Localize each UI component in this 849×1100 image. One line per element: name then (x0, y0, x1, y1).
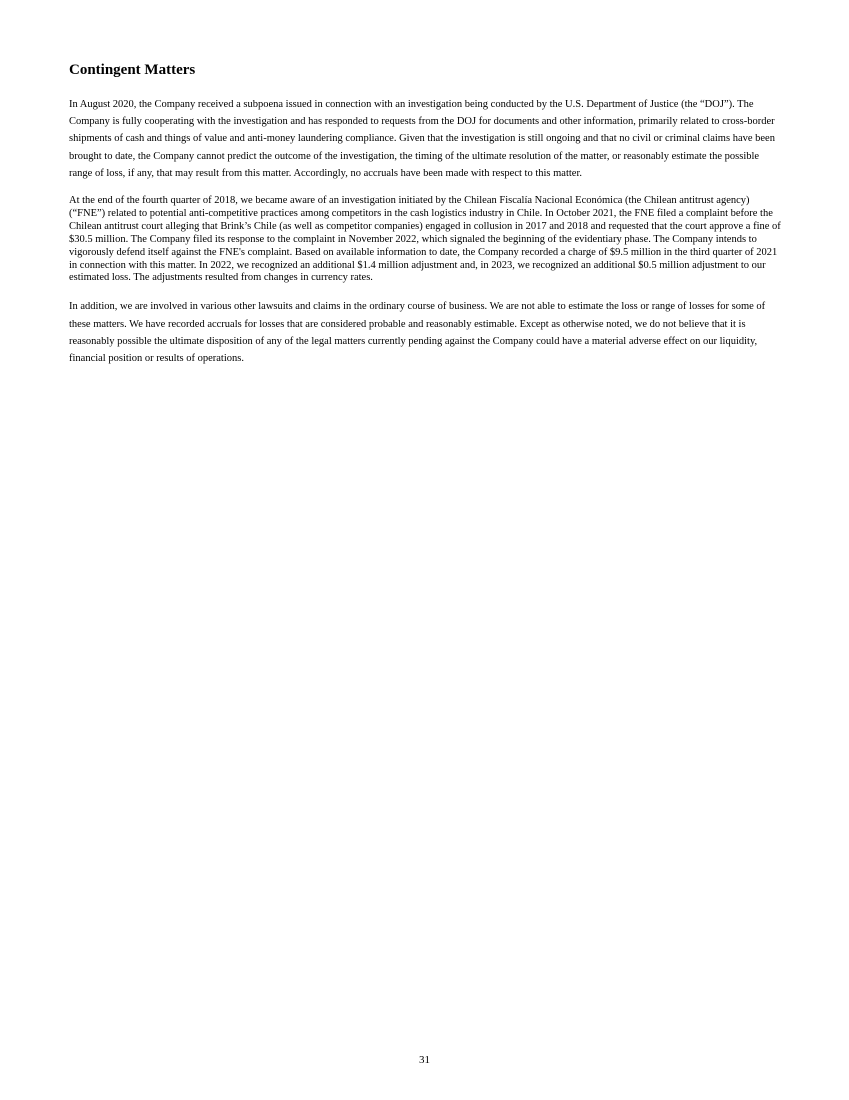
page-content (69, 60, 781, 380)
paragraph-chile-fne-investigation: At the end of the fourth quarter of 2018, we became aware of an investigation initiated by the Chilean Fiscalía Nacional Económica (the Chilean antitrust agency) (“FNE”) related to potential anti-competitive practices among competitors in the cash logistics industry in Chile. In October 2021, the FNE filed a complaint before the Chilean antitrust court alleging that Brink’s Chile (as well as competitor companies) engaged in collusion in 2017 and 2018 and requested that the court approve a fine of $30.5 million. The Company filed its response to the complaint in November 2022, which signaled the beginning of the evidentiary phase. The Company intends to vigorously defend itself against the FNE's complaint. Based on available information to date, the Company recorded a charge of $9.5 million in the third quarter of 2021 in connection with this matter. In 2022, we recognized an additional $1.4 million adjustment and, in 2023, we recognized an additional $0.5 million adjustment to our estimated loss. The adjustments resulted from changes in currency rates. (69, 195, 781, 284)
paragraph-other-lawsuits: In addition, we are involved in various other lawsuits and claims in the ordinary course of business. We are not able to estimate the loss or range of losses for some of these matters. We have recorded accruals for losses that are considered probable and reasonably estimable. Except as otherwise noted, we do not believe that it is reasonably possible the ultimate disposition of any of the legal matters currently pending against the Company could have a material adverse effect on our liquidity, financial position or results of operations. (69, 301, 766, 364)
page-number: 31 (419, 1054, 430, 1066)
paragraph-doj-investigation: In August 2020, the Company received a subpoena issued in connection with an investigation being conducted by the U.S. Department of Justice (the “DOJ”). The Company is fully cooperating with the investigation and has responded to requests from the DOJ for documents and other information, primarily related to cross-border shipments of cash and things of value and anti-money laundering compliance. Given that the investigation is still ongoing and that no civil or criminal claims have been brought to date, the Company cannot predict the outcome of the investigation, the timing of the ultimate resolution of the matter, or reasonably estimate the possible range of loss, if any, that may result from this matter. Accordingly, no accruals have been made with respect to this matter. (69, 99, 775, 179)
section-heading: Contingent Matters (69, 62, 196, 78)
